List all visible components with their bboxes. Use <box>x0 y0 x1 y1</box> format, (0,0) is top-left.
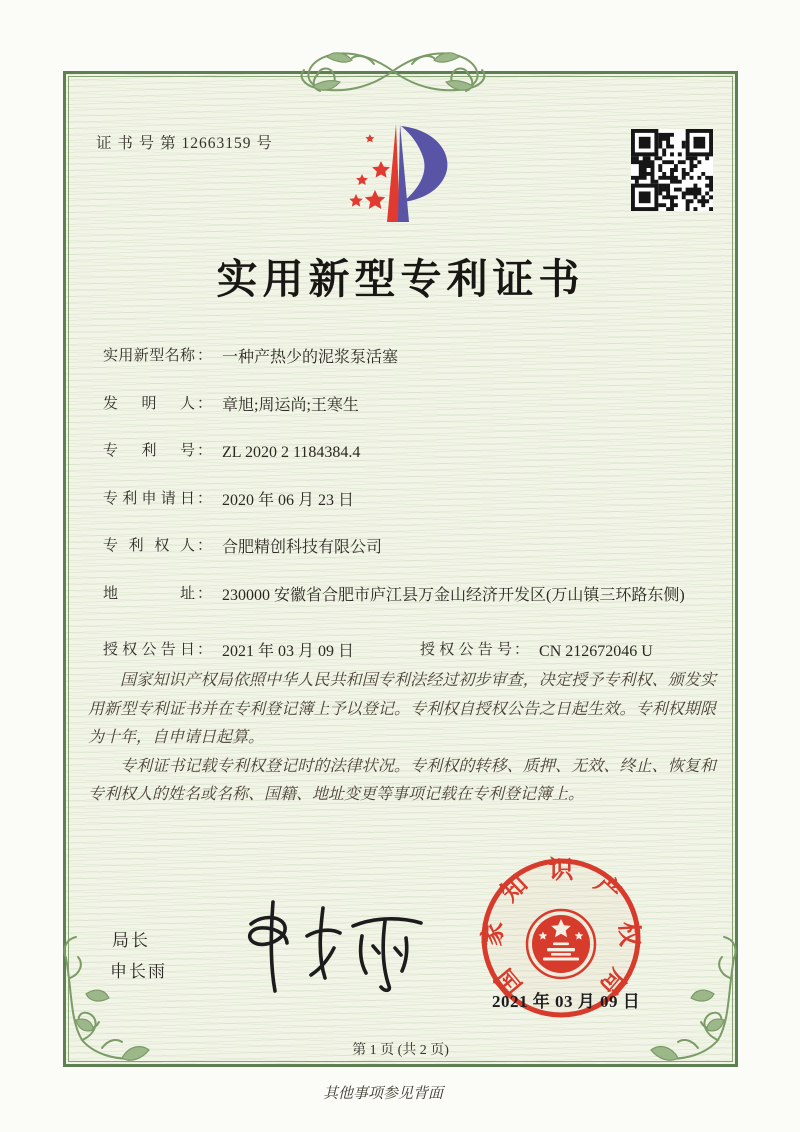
field-value: ZL 2020 2 1184384.4 <box>222 444 361 461</box>
legal-paragraph: 专利证书记载专利权登记时的法律状况。专利权的转移、质押、无效、终止、恢复和专利权人的姓名或名称、国籍、地址变更等事项记载在专利登记簿上。 <box>88 757 716 803</box>
field-colon: ： <box>197 348 213 364</box>
field-colon: ： <box>197 586 213 602</box>
field-row-grant <box>103 638 733 666</box>
cnipa-logo-icon <box>348 118 480 226</box>
back-side-note: 其他事项参见背面 <box>322 1086 443 1102</box>
field-value: 章旭;周运尚;王寒生 <box>222 397 359 414</box>
field-colon: ： <box>197 443 213 459</box>
field-row-patent-number <box>103 439 733 467</box>
field-value: 一种产热少的泥浆泵活塞 <box>222 349 399 366</box>
svg-text:局: 局 <box>594 963 632 1000</box>
top-foliage-ornament-icon <box>282 44 504 104</box>
field-colon: ： <box>197 396 213 412</box>
certificate-number: 证 书 号 第 12663159 号 <box>96 135 273 152</box>
field-colon: ： <box>197 491 213 507</box>
field-value: 合肥精创科技有限公司 <box>222 539 383 556</box>
svg-text:国: 国 <box>490 963 528 1000</box>
field-colon: ： <box>197 538 213 554</box>
field-row-filing-date <box>103 487 733 515</box>
svg-text:产: 产 <box>588 870 626 908</box>
svg-text:知: 知 <box>496 870 534 908</box>
svg-text:识: 识 <box>548 857 574 884</box>
field-value: 230000 安徽省合肥市庐江县万金山经济开发区(万山镇三环路东侧) <box>222 587 685 604</box>
handwritten-signature <box>235 894 425 996</box>
legal-body-text <box>88 667 716 810</box>
field-value: 2020 年 06 月 23 日 <box>222 492 355 509</box>
field-value: 2021 年 03 月 09 日 <box>222 643 355 660</box>
seal-date: 2021 年 03 月 09 日 <box>492 992 641 1011</box>
legal-paragraph: 国家知识产权局依照中华人民共和国专利法经过初步审查，决定授予专利权、颁发实用新型专利证书并在专利登记簿上予以登记。专利权自授权公告之日起生效。专利权期限为十年，自申请日起算。 <box>88 672 716 746</box>
field-label: 发明人 <box>103 396 195 412</box>
field-label: 专利号 <box>103 443 195 459</box>
field-label: 授权公告日 <box>103 642 195 658</box>
field-row-address <box>103 582 733 610</box>
field-label: 专利申请日 <box>103 491 195 507</box>
qr-code <box>631 129 713 211</box>
field-colon: ： <box>197 642 213 658</box>
director-name: 申长雨 <box>110 962 167 981</box>
field-value: CN 212672046 U <box>539 643 653 660</box>
field-label: 地址 <box>103 586 195 602</box>
field-row-patentee <box>103 534 733 562</box>
field-grant-number <box>420 638 653 666</box>
field-colon: ： <box>514 642 530 658</box>
field-label: 实用新型名称 <box>103 348 195 364</box>
field-row-name <box>103 344 733 372</box>
field-row-inventors <box>103 392 733 420</box>
national-emblem-icon <box>527 910 595 978</box>
svg-text:家: 家 <box>479 920 508 948</box>
field-label: 专利权人 <box>103 538 195 554</box>
field-label: 授权公告号 <box>420 642 512 658</box>
svg-text:权: 权 <box>614 920 643 948</box>
certificate-title: 实用新型专利证书 <box>216 256 585 302</box>
director-title: 局长 <box>112 931 150 950</box>
page-number: 第 1 页 (共 2 页) <box>352 1043 449 1058</box>
